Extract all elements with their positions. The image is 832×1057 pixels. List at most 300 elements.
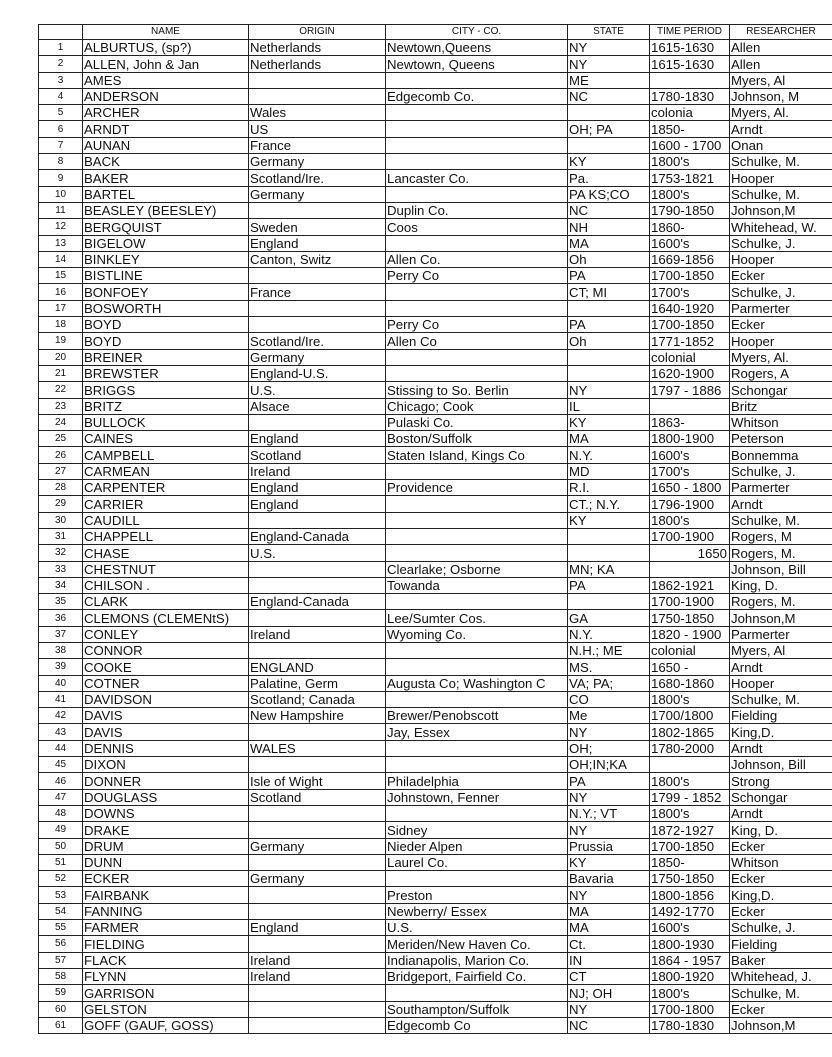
header-city-county: CITY - CO. (386, 25, 568, 40)
city-county-cell (386, 545, 568, 561)
surname-cell: FARMER (83, 920, 249, 936)
origin-cell (249, 805, 386, 821)
state-cell: N.Y. (568, 626, 650, 642)
time-period-cell: 1600 - 1700 (650, 137, 730, 153)
surname-cell: CAUDILL (83, 512, 249, 528)
state-cell: MA (568, 920, 650, 936)
origin-cell: England (249, 920, 386, 936)
table-row (39, 887, 832, 903)
time-period-cell: 1800's (650, 186, 730, 202)
researcher-cell: Schulke, J. (730, 284, 832, 300)
state-cell: Prussia (568, 838, 650, 854)
city-county-cell: Lee/Sumter Cos. (386, 610, 568, 626)
surname-register (38, 24, 832, 1034)
row-number: 43 (39, 724, 83, 740)
researcher-cell: Myers, Al. (730, 105, 832, 121)
researcher-cell: Allen (730, 56, 832, 72)
origin-cell: England-Canada (249, 594, 386, 610)
city-county-cell (386, 985, 568, 1001)
researcher-cell: Ecker (730, 903, 832, 919)
researcher-cell: Whitehead, W. (730, 219, 832, 235)
surname-cell: COTNER (83, 675, 249, 691)
origin-cell (249, 202, 386, 218)
city-county-cell (386, 137, 568, 153)
city-county-cell: Sidney (386, 822, 568, 838)
row-number: 42 (39, 708, 83, 724)
state-cell: NC (568, 202, 650, 218)
surname-table (38, 24, 832, 1034)
row-number: 15 (39, 268, 83, 284)
state-cell: NY (568, 56, 650, 72)
state-cell (568, 137, 650, 153)
table-row (39, 284, 832, 300)
origin-cell: Ireland (249, 626, 386, 642)
state-cell: MA (568, 431, 650, 447)
researcher-cell: Schulke, J. (730, 235, 832, 251)
state-cell: NY (568, 40, 650, 56)
row-number: 30 (39, 512, 83, 528)
row-number: 8 (39, 154, 83, 170)
row-number: 14 (39, 251, 83, 267)
researcher-cell: Schulke, J. (730, 920, 832, 936)
time-period-cell: 1750-1850 (650, 871, 730, 887)
city-county-cell (386, 300, 568, 316)
origin-cell: WALES (249, 740, 386, 756)
row-number: 45 (39, 757, 83, 773)
origin-cell: Scotland (249, 789, 386, 805)
surname-cell: CLEMONS (CLEMENtS) (83, 610, 249, 626)
state-cell: OH; (568, 740, 650, 756)
state-cell: KY (568, 154, 650, 170)
surname-cell: CHAPPELL (83, 528, 249, 544)
row-number: 16 (39, 284, 83, 300)
city-county-cell (386, 463, 568, 479)
table-row (39, 414, 832, 430)
table-row (39, 594, 832, 610)
city-county-cell: Duplin Co. (386, 202, 568, 218)
state-cell: Oh (568, 251, 650, 267)
surname-cell: BOYD (83, 333, 249, 349)
surname-cell: BULLOCK (83, 414, 249, 430)
surname-cell: DAVIS (83, 708, 249, 724)
origin-cell (249, 1017, 386, 1033)
state-cell: NY (568, 1001, 650, 1017)
origin-cell: England-Canada (249, 528, 386, 544)
researcher-cell: Whitson (730, 414, 832, 430)
surname-cell: BACK (83, 154, 249, 170)
row-number: 40 (39, 675, 83, 691)
table-row (39, 708, 832, 724)
table-row (39, 235, 832, 251)
table-row (39, 300, 832, 316)
origin-cell (249, 414, 386, 430)
table-row (39, 561, 832, 577)
researcher-cell: Arndt (730, 496, 832, 512)
time-period-cell: 1640-1920 (650, 300, 730, 316)
city-county-cell (386, 691, 568, 707)
researcher-cell: Allen (730, 40, 832, 56)
surname-cell: FANNING (83, 903, 249, 919)
origin-cell: Ireland (249, 968, 386, 984)
row-number: 2 (39, 56, 83, 72)
city-county-cell: Nieder Alpen (386, 838, 568, 854)
time-period-cell: 1802-1865 (650, 724, 730, 740)
researcher-cell: Schongar (730, 382, 832, 398)
table-row (39, 773, 832, 789)
origin-cell: England (249, 496, 386, 512)
header-origin: ORIGIN (249, 25, 386, 40)
table-row (39, 920, 832, 936)
time-period-cell: 1771-1852 (650, 333, 730, 349)
surname-cell: CONLEY (83, 626, 249, 642)
surname-cell: DOWNS (83, 805, 249, 821)
surname-cell: BAKER (83, 170, 249, 186)
city-county-cell: Coos (386, 219, 568, 235)
table-row (39, 936, 832, 952)
row-number: 59 (39, 985, 83, 1001)
time-period-cell: 1669-1856 (650, 251, 730, 267)
state-cell: CT (568, 968, 650, 984)
researcher-cell: Parmerter (730, 300, 832, 316)
row-number: 50 (39, 838, 83, 854)
row-number: 19 (39, 333, 83, 349)
time-period-cell: 1600's (650, 235, 730, 251)
surname-cell: BOSWORTH (83, 300, 249, 316)
row-number: 3 (39, 72, 83, 88)
surname-cell: BONFOEY (83, 284, 249, 300)
surname-cell: DONNER (83, 773, 249, 789)
state-cell: NC (568, 1017, 650, 1033)
table-row (39, 121, 832, 137)
row-number: 31 (39, 528, 83, 544)
origin-cell: Canton, Switz (249, 251, 386, 267)
time-period-cell: 1820 - 1900 (650, 626, 730, 642)
row-number: 48 (39, 805, 83, 821)
state-cell: N.H.; ME (568, 642, 650, 658)
state-cell (568, 545, 650, 561)
table-row (39, 349, 832, 365)
origin-cell (249, 317, 386, 333)
time-period-cell: 1800's (650, 805, 730, 821)
table-row (39, 447, 832, 463)
state-cell: OH;IN;KA (568, 757, 650, 773)
city-county-cell: Providence (386, 480, 568, 496)
city-county-cell (386, 235, 568, 251)
state-cell (568, 349, 650, 365)
origin-cell: Palatine, Germ (249, 675, 386, 691)
row-number: 13 (39, 235, 83, 251)
table-row (39, 1001, 832, 1017)
state-cell: NY (568, 789, 650, 805)
researcher-cell: Arndt (730, 121, 832, 137)
table-row (39, 170, 832, 186)
origin-cell (249, 642, 386, 658)
time-period-cell: 1650 - 1800 (650, 480, 730, 496)
city-county-cell (386, 871, 568, 887)
row-number: 12 (39, 219, 83, 235)
time-period-cell: 1753-1821 (650, 170, 730, 186)
surname-cell: CAMPBELL (83, 447, 249, 463)
state-cell (568, 365, 650, 381)
header-state: STATE (568, 25, 650, 40)
origin-cell: ENGLAND (249, 659, 386, 675)
origin-cell: Germany (249, 871, 386, 887)
table-row (39, 88, 832, 104)
city-county-cell (386, 186, 568, 202)
researcher-cell: Schulke, M. (730, 512, 832, 528)
table-row (39, 365, 832, 381)
researcher-cell: Peterson (730, 431, 832, 447)
researcher-cell: Arndt (730, 659, 832, 675)
row-number: 60 (39, 1001, 83, 1017)
city-county-cell: Chicago; Cook (386, 398, 568, 414)
researcher-cell: Johnson, Bill (730, 757, 832, 773)
time-period-cell: 1600's (650, 447, 730, 463)
researcher-cell: Johnson, M (730, 88, 832, 104)
researcher-cell: Rogers, M. (730, 545, 832, 561)
surname-cell: AUNAN (83, 137, 249, 153)
table-row (39, 154, 832, 170)
surname-cell: ALLEN, John & Jan (83, 56, 249, 72)
origin-cell (249, 1001, 386, 1017)
state-cell: N.Y. (568, 447, 650, 463)
city-county-cell: Boston/Suffolk (386, 431, 568, 447)
state-cell: IN (568, 952, 650, 968)
table-row (39, 691, 832, 707)
table-row (39, 480, 832, 496)
city-county-cell: Johnstown, Fenner (386, 789, 568, 805)
table-row (39, 724, 832, 740)
table-row (39, 854, 832, 870)
researcher-cell: Rogers, M. (730, 594, 832, 610)
city-county-cell (386, 659, 568, 675)
table-row (39, 496, 832, 512)
row-number: 35 (39, 594, 83, 610)
table-row (39, 577, 832, 593)
origin-cell (249, 577, 386, 593)
researcher-cell: Ecker (730, 871, 832, 887)
row-number: 53 (39, 887, 83, 903)
city-county-cell (386, 594, 568, 610)
surname-cell: DENNIS (83, 740, 249, 756)
researcher-cell: King, D. (730, 577, 832, 593)
table-row (39, 137, 832, 153)
time-period-cell: 1700-1850 (650, 838, 730, 854)
city-county-cell: Allen Co. (386, 251, 568, 267)
surname-cell: BOYD (83, 317, 249, 333)
origin-cell (249, 512, 386, 528)
table-row (39, 675, 832, 691)
surname-cell: BEASLEY (BEESLEY) (83, 202, 249, 218)
state-cell: NJ; OH (568, 985, 650, 1001)
surname-cell: ECKER (83, 871, 249, 887)
origin-cell: Alsace (249, 398, 386, 414)
researcher-cell: Fielding (730, 936, 832, 952)
researcher-cell: Schulke, J. (730, 463, 832, 479)
time-period-cell: 1700-1800 (650, 1001, 730, 1017)
time-period-cell: 1796-1900 (650, 496, 730, 512)
researcher-cell: King,D. (730, 724, 832, 740)
researcher-cell: Schulke, M. (730, 985, 832, 1001)
origin-cell (249, 903, 386, 919)
row-number: 37 (39, 626, 83, 642)
time-period-cell: 1800-1856 (650, 887, 730, 903)
city-county-cell: Edgecomb Co (386, 1017, 568, 1033)
time-period-cell: 1800's (650, 154, 730, 170)
table-row (39, 72, 832, 88)
state-cell: IL (568, 398, 650, 414)
origin-cell: US (249, 121, 386, 137)
origin-cell: England-U.S. (249, 365, 386, 381)
state-cell: NY (568, 382, 650, 398)
row-number: 10 (39, 186, 83, 202)
surname-cell: DRAKE (83, 822, 249, 838)
city-county-cell (386, 154, 568, 170)
state-cell: PA (568, 577, 650, 593)
state-cell: MD (568, 463, 650, 479)
city-county-cell: Brewer/Penobscott (386, 708, 568, 724)
researcher-cell: Arndt (730, 740, 832, 756)
time-period-cell: 1799 - 1852 (650, 789, 730, 805)
state-cell: OH; PA (568, 121, 650, 137)
surname-cell: CHASE (83, 545, 249, 561)
time-period-cell: 1800-1900 (650, 431, 730, 447)
origin-cell (249, 985, 386, 1001)
time-period-cell: 1800-1920 (650, 968, 730, 984)
time-period-cell: colonial (650, 349, 730, 365)
time-period-cell (650, 398, 730, 414)
origin-cell: Germany (249, 349, 386, 365)
surname-cell: BRIGGS (83, 382, 249, 398)
table-row (39, 789, 832, 805)
time-period-cell: 1800-1930 (650, 936, 730, 952)
row-number: 32 (39, 545, 83, 561)
state-cell: MA (568, 903, 650, 919)
city-county-cell (386, 642, 568, 658)
origin-cell: Germany (249, 154, 386, 170)
row-number: 39 (39, 659, 83, 675)
time-period-cell (650, 757, 730, 773)
researcher-cell: Arndt (730, 805, 832, 821)
header-row (39, 25, 832, 40)
surname-cell: DRUM (83, 838, 249, 854)
origin-cell (249, 854, 386, 870)
time-period-cell: 1615-1630 (650, 56, 730, 72)
row-number: 18 (39, 317, 83, 333)
origin-cell: Sweden (249, 219, 386, 235)
city-county-cell: U.S. (386, 920, 568, 936)
row-number: 41 (39, 691, 83, 707)
city-county-cell (386, 349, 568, 365)
table-row (39, 757, 832, 773)
table-row (39, 251, 832, 267)
table-row (39, 105, 832, 121)
origin-cell: Scotland/Ire. (249, 333, 386, 349)
surname-cell: FLYNN (83, 968, 249, 984)
state-cell: CO (568, 691, 650, 707)
state-cell (568, 594, 650, 610)
researcher-cell: Whitehead, J. (730, 968, 832, 984)
city-county-cell: Newtown, Queens (386, 56, 568, 72)
city-county-cell: Augusta Co; Washington C (386, 675, 568, 691)
city-county-cell (386, 805, 568, 821)
time-period-cell: 1850- (650, 854, 730, 870)
origin-cell (249, 822, 386, 838)
origin-cell: England (249, 480, 386, 496)
origin-cell: Ireland (249, 463, 386, 479)
origin-cell: New Hampshire (249, 708, 386, 724)
surname-cell: BARTEL (83, 186, 249, 202)
surname-cell: COOKE (83, 659, 249, 675)
origin-cell (249, 724, 386, 740)
table-row (39, 56, 832, 72)
origin-cell: U.S. (249, 545, 386, 561)
surname-cell: ANDERSON (83, 88, 249, 104)
row-number: 47 (39, 789, 83, 805)
city-county-cell: Stissing to So. Berlin (386, 382, 568, 398)
state-cell: ME (568, 72, 650, 88)
researcher-cell: Schulke, M. (730, 154, 832, 170)
row-number: 38 (39, 642, 83, 658)
header-name: NAME (83, 25, 249, 40)
row-number: 61 (39, 1017, 83, 1033)
row-number: 20 (39, 349, 83, 365)
time-period-cell: 1800's (650, 691, 730, 707)
table-row (39, 740, 832, 756)
time-period-cell (650, 72, 730, 88)
row-number: 52 (39, 871, 83, 887)
state-cell: NC (568, 88, 650, 104)
researcher-cell: Myers, Al (730, 72, 832, 88)
city-county-cell: Laurel Co. (386, 854, 568, 870)
table-row (39, 642, 832, 658)
time-period-cell: 1680-1860 (650, 675, 730, 691)
row-number: 44 (39, 740, 83, 756)
origin-cell (249, 610, 386, 626)
origin-cell: France (249, 284, 386, 300)
surname-cell: AMES (83, 72, 249, 88)
row-number: 7 (39, 137, 83, 153)
time-period-cell: 1850- (650, 121, 730, 137)
table-row (39, 952, 832, 968)
time-period-cell: 1700's (650, 284, 730, 300)
state-cell: MN; KA (568, 561, 650, 577)
researcher-cell: Whitson (730, 854, 832, 870)
surname-cell: BERGQUIST (83, 219, 249, 235)
row-number: 24 (39, 414, 83, 430)
origin-cell: Scotland (249, 447, 386, 463)
city-county-cell: Newberry/ Essex (386, 903, 568, 919)
city-county-cell: Philadelphia (386, 773, 568, 789)
surname-cell: CARPENTER (83, 480, 249, 496)
table-row (39, 268, 832, 284)
time-period-cell: 1492-1770 (650, 903, 730, 919)
researcher-cell: Hooper (730, 333, 832, 349)
state-cell: NH (568, 219, 650, 235)
table-row (39, 333, 832, 349)
time-period-cell: 1797 - 1886 (650, 382, 730, 398)
row-number: 49 (39, 822, 83, 838)
state-cell: Bavaria (568, 871, 650, 887)
city-county-cell: Staten Island, Kings Co (386, 447, 568, 463)
city-county-cell: Southampton/Suffolk (386, 1001, 568, 1017)
time-period-cell: 1862-1921 (650, 577, 730, 593)
surname-cell: CARRIER (83, 496, 249, 512)
table-row (39, 545, 832, 561)
surname-cell: FIELDING (83, 936, 249, 952)
surname-cell: BREWSTER (83, 365, 249, 381)
row-number: 29 (39, 496, 83, 512)
